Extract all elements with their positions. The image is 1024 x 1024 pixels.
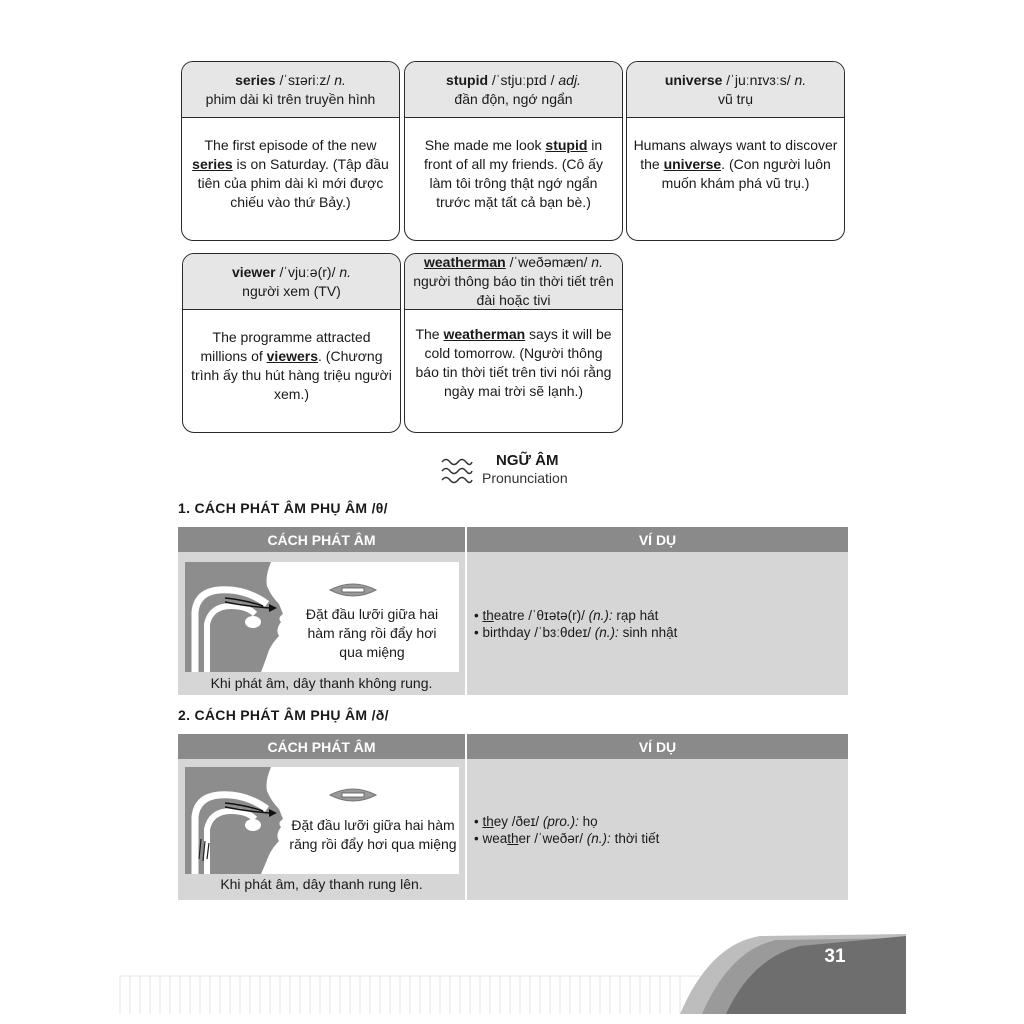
mouth-diagram — [185, 767, 459, 874]
card-header — [183, 254, 400, 310]
card-meaning: người xem (TV) — [242, 282, 341, 299]
example-item: • birthday /ˈbɜːθdeɪ/ (n.): sinh nhật — [474, 624, 678, 640]
card-word: viewer — [231, 263, 276, 280]
example-item: • they /ðeɪ/ (pro.): họ — [474, 813, 598, 829]
table-header — [178, 734, 848, 759]
wave-icon — [440, 456, 474, 486]
column-header-example: VÍ DỤ — [638, 738, 677, 755]
card-ipa: /ˈvjuːə(r)/ — [275, 263, 340, 280]
table-header — [178, 527, 848, 552]
card-header — [405, 254, 622, 310]
lips-icon — [328, 787, 378, 803]
card-example: She made me look stupid in front of all my friends. (Cô ấy làm tôi trông thật ngớ ngẩn trước mặt tất cả bạn bè.) — [424, 137, 603, 210]
card-header — [405, 62, 622, 118]
vocab-card-universe — [626, 61, 845, 241]
example-item: • theatre /ˈθɪətə(r)/ (n.): rạp hát — [474, 607, 659, 623]
pronunciation-table-1 — [178, 527, 848, 695]
section-heading-1: 1. CÁCH PHÁT ÂM PHỤ ÂM /θ/ — [178, 500, 388, 516]
pronunciation-table-2 — [178, 734, 848, 900]
table-row — [178, 552, 848, 695]
method-cell — [178, 759, 467, 900]
card-meaning: người thông báo tin thời tiết trên đài hoặc tivi — [413, 273, 614, 308]
card-example: Humans always want to discover the universe. (Con người luôn muốn khám phá vũ trụ.) — [633, 137, 838, 191]
card-header — [182, 62, 399, 118]
card-pos: n. — [339, 263, 352, 280]
table-row — [178, 759, 848, 900]
card-pos: n. — [591, 254, 603, 270]
mouth-profile-illustration — [185, 562, 295, 672]
card-ipa: /ˈsɪəriːz/ — [275, 71, 335, 88]
mouth-diagram — [185, 562, 459, 672]
vocab-card-viewer — [182, 253, 401, 433]
card-pos: n. — [334, 71, 346, 88]
vocab-card-series — [181, 61, 400, 241]
pronunciation-heading: NGỮ ÂM — [496, 452, 559, 469]
card-word: series — [235, 71, 276, 88]
card-ipa: /ˈweðəmæn/ — [505, 254, 592, 270]
card-word: weatherman — [424, 254, 506, 270]
example-item: • weather /ˈweðər/ (n.): thời tiết — [474, 830, 660, 846]
vocab-card-weatherman — [404, 253, 623, 433]
card-word: universe — [664, 71, 723, 88]
method-cell — [178, 552, 467, 695]
card-example: The weatherman says it will be cold tomorrow. (Người thông báo tin thời tiết trên tivi nói rằng ngày mai trời sẽ lạnh.) — [415, 326, 612, 399]
mouth-profile-illustration — [185, 767, 295, 874]
page-number: 31 — [824, 946, 846, 967]
instruction-text: Đặt đầu lưỡi giữa hai hàm răng rồi đẩy hơi qua miệng — [289, 817, 457, 852]
card-pos: adj. — [558, 71, 581, 88]
card-word: stupid — [446, 71, 489, 88]
column-header-example: VÍ DỤ — [638, 531, 677, 548]
card-example: The programme attracted millions of viewers. (Chương trình ấy thu hút hàng triệu người xem.) — [191, 329, 392, 402]
pronunciation-subheading: Pronunciation — [482, 470, 568, 486]
card-example: The first episode of the new series is on Saturday. (Tập đầu tiên của phim dài kì mới được chiếu vào thứ Bảy.) — [192, 137, 389, 210]
card-ipa: /ˈstjuːpɪd / — [488, 71, 559, 88]
column-header-method: CÁCH PHÁT ÂM — [178, 734, 467, 759]
caption-text: Khi phát âm, dây thanh rung lên. — [220, 876, 423, 892]
card-header — [627, 62, 844, 118]
card-pos: n. — [794, 71, 807, 88]
section-heading-2: 2. CÁCH PHÁT ÂM PHỤ ÂM /ð/ — [178, 707, 389, 723]
lips-icon — [328, 582, 378, 598]
caption-text: Khi phát âm, dây thanh không rung. — [210, 675, 433, 691]
card-meaning: vũ trụ — [717, 90, 753, 107]
footer-decoration — [0, 924, 1024, 1024]
example-cell — [467, 552, 848, 695]
vocab-card-stupid — [404, 61, 623, 241]
instruction-text: Đặt đầu lưỡi giữa hai hàm răng rồi đẩy hơi qua miệng — [305, 606, 439, 660]
column-header-method: CÁCH PHÁT ÂM — [178, 527, 467, 552]
card-meaning: đần độn, ngớ ngẩn — [454, 90, 573, 107]
card-meaning: phim dài kì trên truyền hình — [205, 90, 376, 107]
example-cell — [467, 759, 848, 900]
card-ipa: /ˈjuːnɪvɜːs/ — [722, 71, 795, 88]
